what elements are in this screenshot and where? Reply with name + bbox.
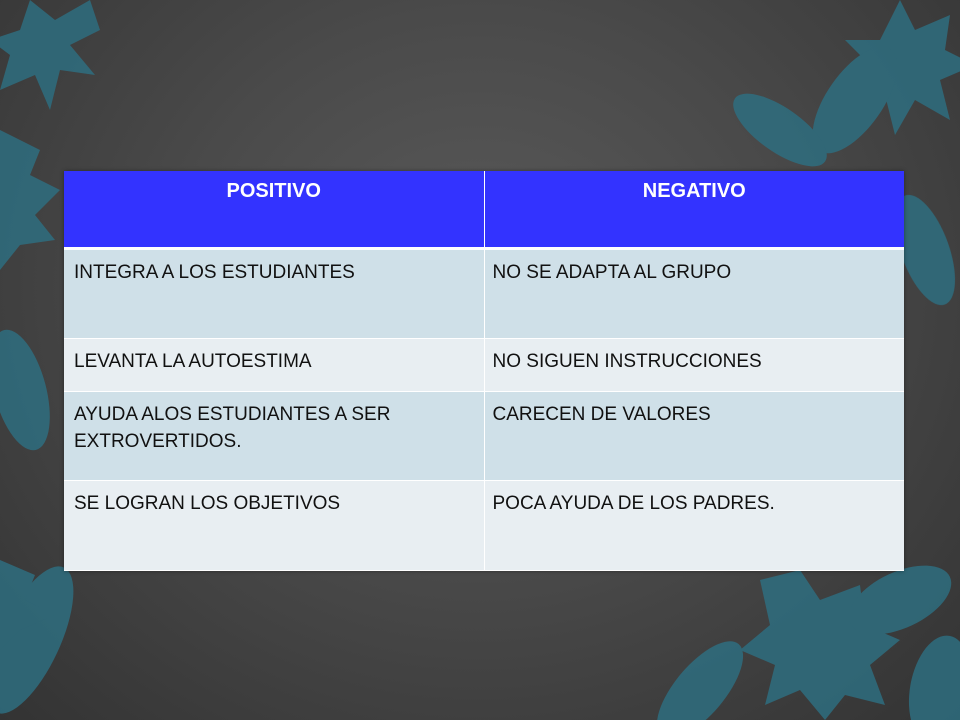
table-cell: NO SIGUEN INSTRUCCIONES [484, 339, 904, 392]
leaf-icon [0, 323, 61, 456]
leaf-icon [0, 0, 100, 110]
table-row [64, 481, 904, 571]
table-row [64, 249, 904, 339]
leaf-icon [0, 130, 60, 270]
table-header-row [64, 171, 904, 249]
table-cell: AYUDA ALOS ESTUDIANTES A SER EXTROVERTIDOS. [64, 392, 484, 481]
table-cell: POCA AYUDA DE LOS PADRES. [484, 481, 904, 571]
table-cell: CARECEN DE VALORES [484, 392, 904, 481]
leaf-icon [901, 631, 960, 720]
table-cell: SE LOGRAN LOS OBJETIVOS [64, 481, 484, 571]
table-cell: NO SE ADAPTA AL GRUPO [484, 249, 904, 339]
table-cell: LEVANTA LA AUTOESTIMA [64, 339, 484, 392]
table-row [64, 339, 904, 392]
column-header-negativo: NEGATIVO [484, 171, 904, 249]
leaf-icon [642, 628, 757, 720]
comparison-table [64, 171, 904, 571]
table-row [64, 392, 904, 481]
table-cell: INTEGRA A LOS ESTUDIANTES [64, 249, 484, 339]
column-header-positivo: POSITIVO [64, 171, 484, 249]
